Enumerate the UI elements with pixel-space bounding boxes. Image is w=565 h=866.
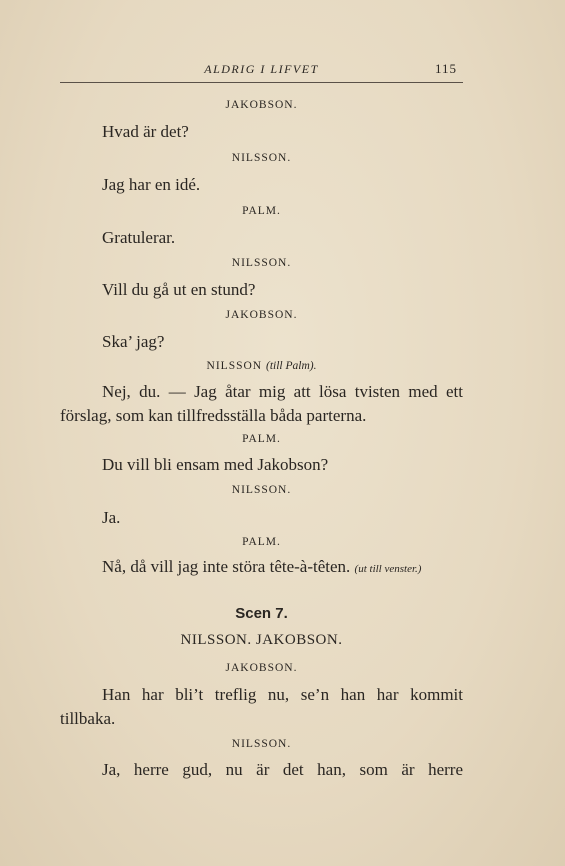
speaker-name: NILSSON.	[231, 257, 292, 269]
speaker-name: NILSSON.	[231, 484, 292, 496]
speaker-name: JAKOBSON.	[225, 309, 298, 321]
dialogue-line: Ja, herre gud, nu är det han, som är herre	[102, 760, 463, 779]
speaker-name: PALM.	[242, 205, 281, 217]
speaker-name: JAKOBSON.	[225, 662, 298, 674]
speaker-name: PALM.	[242, 433, 281, 445]
speaker-name: PALM.	[242, 536, 281, 548]
dialogue-line: Nej, du. — Jag åtar mig att lösa tvisten med ett förslag, som kan tillfredsställa båda parterna.	[60, 382, 463, 425]
dialogue-line: Ja.	[102, 508, 121, 527]
dialogue-line: Hvad är det?	[102, 122, 189, 141]
scene-title: Scen 7.	[235, 605, 288, 622]
stage-direction: (till Palm).	[265, 360, 317, 372]
page-header	[60, 60, 463, 83]
dialogue-line: Gratulerar.	[102, 228, 176, 247]
page-number: 115	[434, 61, 457, 76]
dialogue-text: Nå, då vill jag inte störa tête-à-têten.	[102, 557, 351, 576]
dialogue-line: Vill du gå ut en stund?	[102, 280, 256, 299]
speaker-with-direction	[60, 360, 463, 372]
dialogue-line: Du vill bli ensam med Jakobson?	[102, 455, 329, 474]
speaker-name: NILSSON.	[231, 738, 292, 750]
dialogue-line: Jag har en idé.	[102, 175, 201, 194]
speaker-name: NILSSON	[206, 360, 263, 372]
dialogue-line: Han har bli’t treflig nu, se’n han har kommit tillbaka.	[60, 685, 463, 728]
scene-cast: NILSSON. JAKOBSON.	[180, 632, 343, 648]
dialogue-line	[60, 555, 463, 581]
speaker-name: NILSSON.	[231, 152, 292, 164]
running-title: ALDRIG I LIFVET	[204, 62, 319, 76]
speaker-name: JAKOBSON.	[225, 99, 298, 111]
dialogue-line: Ska’ jag?	[102, 332, 165, 351]
stage-direction: (ut till venster.)	[354, 563, 422, 575]
